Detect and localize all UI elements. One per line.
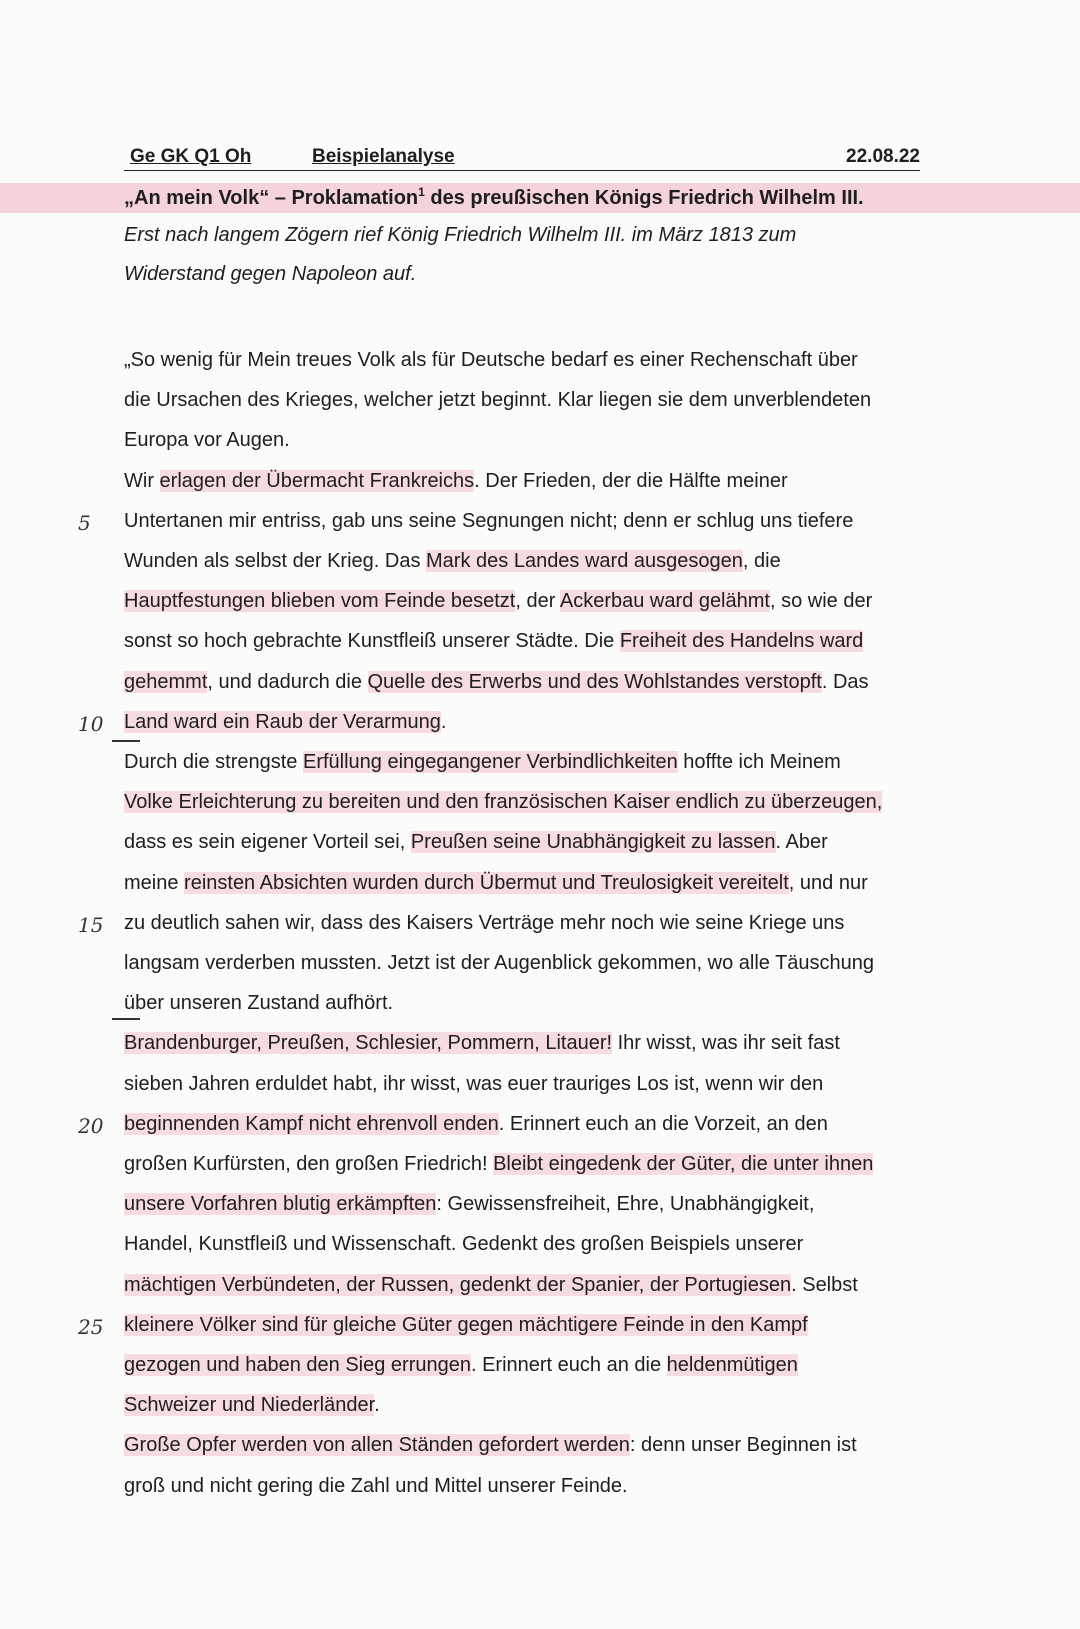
text-line [124,1150,873,1178]
text-line [124,1190,814,1218]
highlighted-text: reinsten Absichten wurden durch Übermut und Treulosigkeit vereitelt [184,871,789,894]
title-text-rest: des preußischen Königs Friedrich Wilhelm III. [424,187,864,209]
text-segment: . [440,710,447,733]
text-segment: langsam verderben mussten. Jetzt ist der Augenblick gekommen, wo alle Täuschung [124,952,875,974]
text-segment: . Der Frieden, der die Hälfte meiner [474,469,788,492]
highlighted-text: unsere Vorfahren blutig erkämpften [124,1193,437,1216]
text-line [124,1029,840,1057]
highlighted-text: Ackerbau ward gelähmt [559,590,770,613]
document-header [124,146,920,171]
text-segment: Handel, Kunstfleiß und Wissenschaft. Gedenkt des großen Beispiels unserer [124,1233,804,1256]
text-segment: meine [124,871,185,894]
text-line [124,909,844,937]
highlighted-text: Schweizer und Niederländer [124,1394,375,1417]
text-line [124,1391,380,1419]
text-line [124,828,828,856]
highlighted-text: beginnenden Kampf nicht ehrenvoll enden [124,1112,499,1135]
highlighted-text: Hauptfestungen blieben vom Feinde besetzt [124,590,516,613]
highlighted-text: heldenmütigen [666,1354,798,1376]
highlighted-text: gehemmt [124,670,208,693]
text-segment: großen Kurfürsten, den großen Friedrich! [124,1153,494,1175]
text-segment: . Erinnert euch an die Vorzeit, an den [498,1112,828,1135]
highlighted-text: Volke Erleichterung zu bereiten und den französischen Kaiser endlich zu überzeugen, [124,791,883,814]
text-segment: , die [742,550,781,572]
document-type: Beispielanalyse [312,146,455,167]
text-line [124,1311,808,1339]
text-line [124,587,872,615]
text-line [124,1070,823,1098]
highlighted-text: Quelle des Erwerbs und des Wohlstandes verstopft [367,670,822,693]
text-segment: . Erinnert euch an die [470,1354,667,1376]
text-segment: groß und nicht gering die Zahl und Mittel unserer Feinde. [124,1474,628,1497]
text-segment: , so wie der [769,590,873,613]
text-segment: , der [515,590,560,613]
text-segment: : Gewissensfreiheit, Ehre, Unabhängigkeit, [436,1193,815,1216]
text-line [124,949,874,977]
text-line [124,547,781,575]
highlighted-text: Bleibt eingedenk der Güter, die unter ihnen [493,1153,874,1175]
line-number-25: 25 [78,1315,104,1339]
text-segment: , und dadurch die [207,670,368,693]
title-text: „An mein Volk“ – Proklamation [124,187,419,209]
text-line [124,627,863,655]
text-segment: zu deutlich sahen wir, dass des Kaisers Verträge mehr noch wie seine Kriege uns [124,911,845,934]
text-line [124,1110,828,1138]
highlighted-text: gezogen und haben den Sieg errungen [124,1354,471,1376]
section-mark [112,740,140,742]
text-segment: hoffte ich Meinem [677,751,841,773]
text-line [124,1271,858,1299]
text-line [124,668,869,696]
text-segment: sieben Jahren erduldet habt, ihr wisst, was euer trauriges Los ist, wenn wir den [124,1072,824,1095]
highlighted-text: Freiheit des Handelns ward [619,630,864,653]
text-segment: Wunden als selbst der Krieg. Das [124,550,427,572]
line-number-15: 15 [78,913,104,937]
text-line [124,989,393,1017]
section-mark [112,1018,140,1020]
text-segment: . [374,1394,380,1417]
highlighted-text: Land ward ein Raub der Verarmung [124,710,441,733]
text-segment: sonst so hoch gebrachte Kunstfleiß unserer Städte. Die [124,630,620,653]
text-line [124,1431,857,1459]
highlighted-text: Preußen seine Unabhängigkeit zu lassen [410,831,776,854]
text-segment: . Das [821,670,869,693]
text-segment: Untertanen mir entriss, gab uns seine Segnungen nicht; denn er schlug uns tiefere [124,509,854,532]
text-segment: die Ursachen des Krieges, welcher jetzt beginnt. Klar liegen sie dem unverblendeten [124,389,872,412]
text-line [124,386,871,414]
document-date: 22.08.22 [846,146,920,167]
text-line [124,788,882,816]
text-segment: : denn unser Beginnen ist [629,1434,857,1457]
text-segment: Ihr wisst, was ihr seit fast [612,1032,840,1055]
line-number-5: 5 [78,511,91,535]
text-segment: , und nur [788,871,868,894]
text-segment: . Aber [775,831,828,854]
text-line [124,1351,798,1379]
text-segment: Wir [124,469,160,492]
intro-line-2: Widerstand gegen Napoleon auf. [124,263,417,285]
highlighted-text: Mark des Landes ward ausgesogen [426,550,743,572]
text-line [124,507,853,535]
intro-line-1: Erst nach langem Zögern rief König Friedrich Wilhelm III. im März 1813 zum [124,224,797,246]
text-segment: . Selbst [791,1273,858,1296]
highlighted-text: mächtigen Verbündeten, der Russen, gedenkt der Spanier, der Portugiesen [124,1273,792,1296]
course-label: Ge GK Q1 Oh [130,146,252,167]
highlighted-text: Große Opfer werden von allen Ständen gefordert werden [124,1434,630,1457]
text-segment: über unseren Zustand aufhört. [124,992,394,1015]
line-number-10: 10 [78,712,104,736]
text-line [124,1230,803,1258]
highlighted-text: Erfüllung eingegangener Verbindlichkeiten [302,751,678,773]
highlighted-text: kleinere Völker sind für gleiche Güter gegen mächtigere Feinde in den Kampf [124,1313,808,1336]
text-line [124,869,868,897]
document-title [124,185,864,210]
highlighted-text: Brandenburger, Preußen, Schlesier, Pommern, Litauer! [124,1032,613,1055]
text-segment: Durch die strengste [124,751,303,773]
text-line [124,748,841,776]
footnote-marker: 1 [418,185,425,199]
text-segment: Europa vor Augen. [124,429,290,452]
text-line [124,426,290,454]
text-segment: dass es sein eigener Vorteil sei, [124,831,411,854]
text-line [124,708,446,736]
line-number-20: 20 [78,1114,104,1138]
highlighted-text: erlagen der Übermacht Frankreichs [159,469,475,492]
text-segment: „So wenig für Mein treues Volk als für Deutsche bedarf es einer Rechenschaft über [124,349,858,371]
text-line [124,1472,628,1500]
text-line [124,467,788,495]
text-line [124,346,858,374]
